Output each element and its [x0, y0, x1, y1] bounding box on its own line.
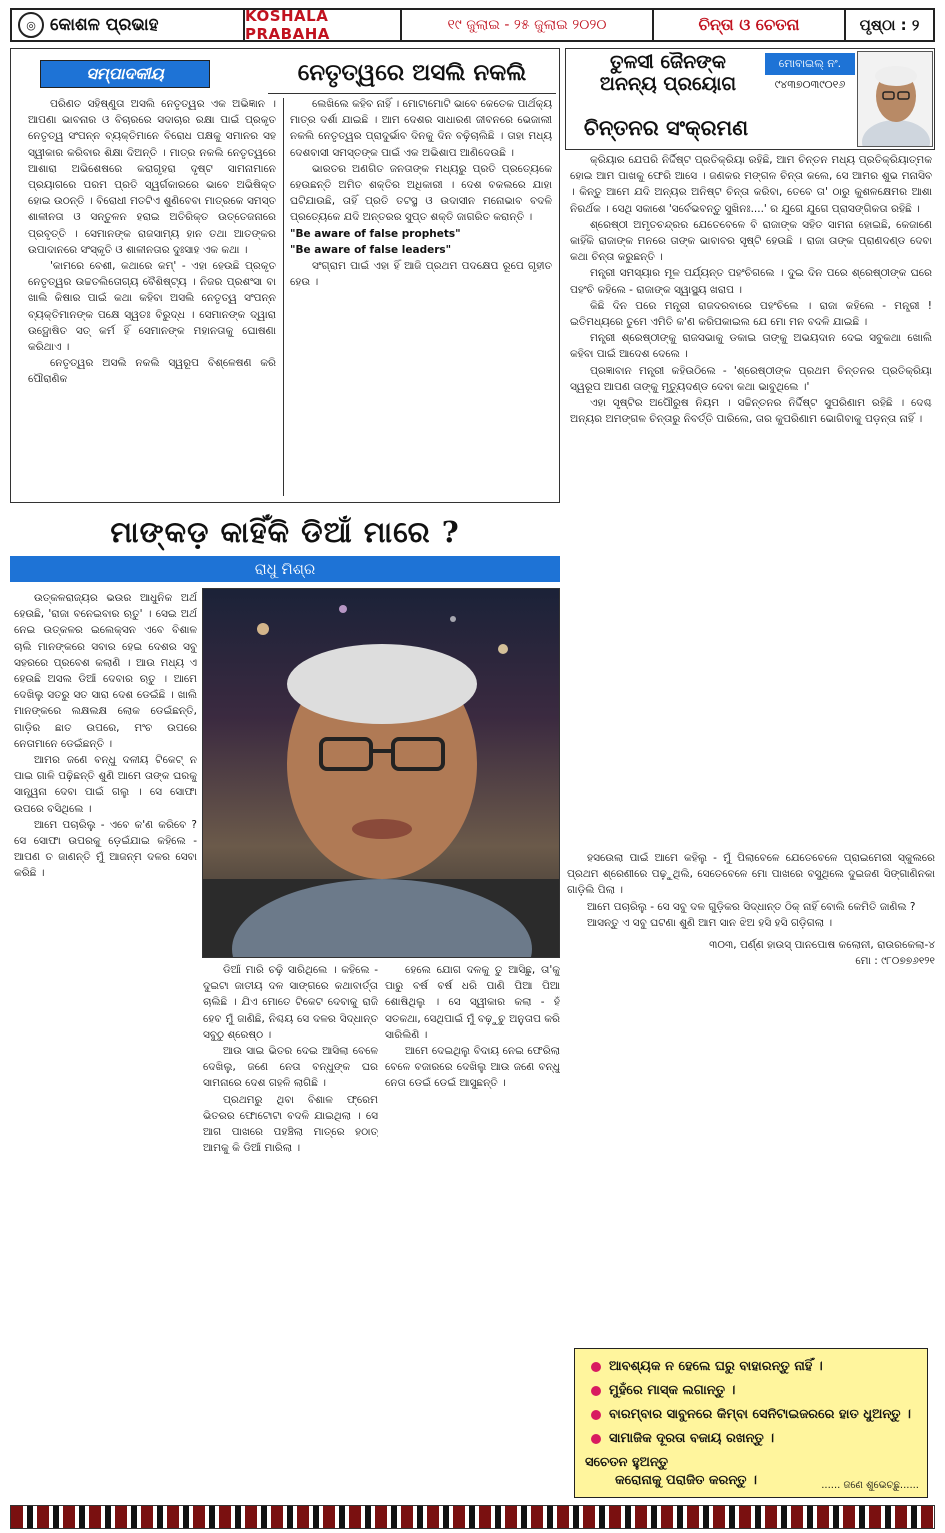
editorial-title: ନେତୃତ୍ୱରେ ଅସଲି ନକଲି: [268, 52, 556, 94]
author-portrait-image: [203, 589, 560, 958]
bullet-dot-icon: [591, 1434, 601, 1444]
notice-text: ସାମାଜିକ ଦୂରତା ବଜାୟ ରଖନ୍ତୁ ।: [609, 1431, 775, 1446]
article-byline: ରାଧୁ ମିଶ୍ର: [10, 556, 560, 582]
column-paragraph: ଶ୍ରେଷ୍ଠୀ ଅମୃତଚନ୍ଦ୍ରର ଯେତେବେଳେ ବି ରାଜାଙ୍କ ସହିତ ସାମନା ହୋଇଛି, କେଜାଣେ କାହିଁକି ରାଜାଙ୍କ ମନରେ ତାଙ୍କ ଭାବାବର ସୃଷ୍ଟି ହେଉଛି । ରାଜା ତାଙ୍କ ପ୍ରାଣଦଣ୍ଡ ଦେବା କଥା ଚିନ୍ତା କରୁଛନ୍ତି ।: [570, 218, 932, 264]
bullet-dot-icon: [591, 1362, 601, 1372]
logo-text: କୋଶଳ ପ୍ରଭାହ: [50, 15, 159, 35]
article-paragraph: ହସଉେଲା ପାଇଁ ଆମେ କହିଲୁ - ମୁଁ ପିଲାବେଳେ ଯେତେବେଳେ ପ୍ରାଇମେରୀ ସ୍କୁଲରେ ପ୍ରଥମ ଶ୍ରେଣୀରେ ପଢ଼ୁଥିଲି, ସେତେବେଳେ ମୋ ପାଖରେ ବସୁଥିଲେ ଦୁଇଜଣ ସିଙ୍ଗାଣିନକା ଗାଡ଼ିଲି ପିଲା ।: [567, 852, 935, 897]
column-paragraph: ମନ୍ତ୍ରୀ ସମସ୍ୟାର ମୂଳ ପର୍ଯ୍ୟନ୍ତ ପହଂଚିଗଲେ । ଦୁଇ ଦିନ ପରେ ଶ୍ରେଷ୍ଠୀଙ୍କ ଘରେ ପହଂଚି କହିଲେ - ରାଜାଙ୍କ ସ୍ୱାସ୍ଥ୍ୟ ଖରାପ ।: [570, 267, 932, 296]
notice-item: [591, 1383, 735, 1398]
bullet-dot-icon: [591, 1386, 601, 1396]
editorial-quote: "Be aware of false leaders": [290, 243, 452, 256]
notice-item: [591, 1407, 911, 1422]
columnist-portrait-image: [858, 52, 933, 147]
decorative-border: [10, 1505, 935, 1529]
column-paragraph: କିଛି ଦିନ ପରେ ମନ୍ତ୍ରୀ ରାଜଦରବାରେ ପହଂଚିଲେ । ରାଜା କହିଲେ - ମନ୍ତ୍ରୀ ! ଇତିମଧ୍ୟରେ ତୁମେ ଏମିତି କ'ଣ କରିପକାଇଲ ଯେ ମୋ ମନ ବଦଳି ଯାଇଛି ।: [570, 299, 932, 329]
notice-text: ମୁହଁରେ ମାସ୍କ ଲଗାନ୍ତୁ ।: [609, 1383, 736, 1398]
editorial-paragraph: ନେତୃତ୍ୱର ଅସଲି ନକଲି ସ୍ୱରୂପ ବିଶ୍ଳେଷଣ କରି ପୌରାଣିକ: [28, 357, 276, 386]
mobile-label: ମୋବାଇଲ୍ ନଂ.: [765, 53, 855, 75]
masthead-section: ଚିନ୍ତା ଓ ଚେତନା: [654, 10, 846, 40]
column-paragraph: ପ୍ରଜ୍ଞାବାନ ମନ୍ତ୍ରୀ କହିଉଠିଲେ - 'ଶ୍ରେଷ୍ଠୀଙ୍କ ପ୍ରଥମ ଚିନ୍ତନର ପ୍ରତିକ୍ରିୟା ସ୍ୱରୂପ ଆପଣ ତାଙ୍କୁ ମୃତ୍ୟୁଦଣ୍ଡ ଦେବା କଥା ଭାବୁଥିଲେ ।': [570, 364, 932, 393]
masthead-logo: [12, 10, 245, 40]
article-paragraph: ଆସନ୍ତୁ ଏ ସବୁ ଘଟଣା ଶୁଣି ଆମ ସାନ ଝିଅ ହସି ହସି ଗଡ଼ିଗଲା ।: [587, 916, 833, 929]
column-paragraph: ଏହା ସୃଷ୍ଟିର ଅପୌରୁଷ ନିୟମ । ସଚ୍ଚିନ୍ତନର ନିର୍ଦ୍ଦିଷ୍ଟ ସୁପରିଣାମ ରହିଛି । ଦେଶ୍ଚ ଅନ୍ୟର ଅମଙ୍ଗଳ ଚିନ୍ତାରୁ ନିବର୍ତ୍ତି ପାରିଲେ, ତାର କୁପରିଣାମ ଭୋଗିବାକୁ ପଡ଼ନ୍ତା ନାହିଁ ।: [570, 397, 932, 426]
editorial-paragraph: 'କାମରେ ବେଶୀ, କଥାରେ କମ୍' - ଏହା ହେଉଛି ପ୍ରକୃତ ନେତୃତ୍ୱର ଉଚ୍ଚତଲିତୋଗ୍ୟ ବୈଶିଷ୍ଟ୍ୟ । ନିଜର ପ୍ରଶଂସା ବା ଖାଲି କିଷାର ପାଇଁ କଥା କହିବା ଅସଲି ନେତୃତ୍ୱ ସଂପନ୍ନ ବ୍ୟକ୍ତିମାନଙ୍କ ପକ୍ଷେ ସ୍ୱତଃ ବିରୁଦ୍ଧ । ସେମାନଙ୍କ ଦ୍ୱାରା ଉଦ୍ଘୋଷିତ ସତ୍ କର୍ମ ହିଁ ସେମାନଙ୍କ ମହାନତାକୁ ଘୋଷଣା କରିଥାଏ ।: [28, 260, 276, 354]
notice-line-1: ସଚେତନ ହୁଅନ୍ତୁ: [585, 1455, 669, 1470]
logo-emblem-icon: ◎: [18, 12, 44, 38]
column-divider: [283, 98, 284, 496]
covid-notice-box: [574, 1348, 928, 1498]
masthead-page: ପୃଷ୍ଠା : ୨: [859, 16, 920, 34]
article-column-1: [14, 590, 197, 1500]
masthead-date: ୧୯ ଜୁଲାଇ - ୨୫ ଜୁଲାଇ ୨୦୨୦: [402, 10, 654, 40]
column-subtitle: ଚିନ୍ତନର ସଂକ୍ରମଣ: [583, 115, 749, 140]
notice-text: ବାରମ୍ବାର ସାବୁନରେ କିମ୍ବା ସେନିଟାଇଜରରେ ହାତ ଧୁଅନ୍ତୁ ।: [609, 1407, 911, 1422]
column-title-line-1: ତୁଳସୀ ଜୈନଙ୍କ: [610, 51, 726, 73]
author-photo: [202, 588, 560, 958]
column-paragraph: ମନ୍ତ୍ରୀ ଶ୍ରେଷ୍ଠୀଙ୍କୁ ରାଜସଭାକୁ ଡକାଇ ତାଙ୍କୁ ଅଭୟଦାନ ଦେଇ ସବୁକଥା ଖୋଲି କହିବା ପାଇଁ ଆଦେଶ ଦେଲେ ।: [570, 332, 932, 361]
notice-text: ଆବଶ୍ୟକ ନ ହେଲେ ଘରୁ ବାହାରନ୍ତୁ ନାହିଁ ।: [609, 1359, 823, 1374]
column-title: [568, 51, 768, 99]
article-paragraph: ପ୍ରଥମରୁ ଥିବା ବିଶାଳ ଫ୍ରେମ ଭିତରର ଫୋଟୋଟା ବଦଳି ଯାଇଥିଲା । ସେ ଆଗ ପାଖରେ ପହଞ୍ଚିଲା ମାତ୍ରେ ହଠାତ୍ ଆମକୁ କି ଡିଆଁ ମାରିଲା ।: [203, 1093, 378, 1155]
article-paragraph: ଆମେ ପଚାରିଲୁ - ଏବେ କ'ଣ କରିବେ ? ସେ ସୋଫା ଉପରକୁ ଡ଼େଇଁଯାଇ କହିଲେ - ଆପଣ ତ ଜାଣନ୍ତି ମୁଁ ଆଜନ୍ମ ଦଳର ସେବା କରିଛି ।: [14, 818, 197, 880]
article-title: ମାଙ୍କଡ଼ କାହିଁକି ଡିଆଁ ମାରେ ?: [110, 514, 460, 549]
editorial-paragraph: ସଂଗ୍ରାମ ପାଇଁ ଏହା ହିଁ ଆଜି ପ୍ରଥମ ପଦକ୍ଷେପ ରୂପେ ଗୃହୀତ ହେଉ ।: [290, 260, 552, 289]
notice-item: [591, 1431, 774, 1446]
editorial-column-2: [290, 96, 552, 496]
column-paragraph: କ୍ରିୟାର ଯେପରି ନିର୍ଦ୍ଦିଷ୍ଟ ପ୍ରତିକ୍ରିୟା ରହିଛି, ଆମ ଚିନ୍ତନ ମଧ୍ୟ ପ୍ରତିକ୍ରିୟାତ୍ମକ ହୋଇ ଆମ ପାଖକୁ ଫେରି ଆସେ । ଜଣକର ମଙ୍ଗଳ ଚିନ୍ତା କଲେ, ସେ ଆମର ଶୁଭ ମନାସିବ । କିନ୍ତୁ ଆମେ ଯଦି ଅନ୍ୟର ଅନିଷ୍ଟ ଚିନ୍ତା କରିବା, ତେବେ ତା' ଠାରୁ କୁଶଳକ୍ଷେମର ଆଶା ନିରର୍ଥକ । ସେଥି ସକାଶେ 'ସର୍ବେଭବନ୍ତୁ ସୁଖିନଃ....' ର ଯୁଗେ ଯୁଗେ ପ୍ରାସଙ୍ଗିକତା ରହିଛି ।: [570, 154, 932, 215]
editorial-quote: "Be aware of false prophets": [290, 227, 461, 240]
article-column-3: [385, 962, 560, 1500]
columnist-photo: [857, 51, 933, 147]
article-paragraph: ଉତ୍କଳରାଜ୍ୟର ଭଉର ଆଧୁନିକ ଅର୍ଥ ହେଉଛି, 'ରାଜା ବନେଇବାର ଋତୁ' । ସେଇ ଅର୍ଥ ନେଇ ଉତ୍କଳର ଇଲେକ୍ସନ ଏବେ ବିଶାଳ ଚାଲି ମାନଙ୍କରେ ସବାର ହେଇ ଦେଶର ସବୁ ସହରରେ ପ୍ରବେଶ କଲାଣି । ଆଉ ମଧ୍ୟ ଏ ହେଉଛି ଅସଲ ଡିଆଁ ଦେବାର ଋତୁ । ଆମେ ଦେଖିଲୁ ସତରୁ ସତ ସାରା ଦେଶ ଡେଇଁଛି । ଖାଲି ମାନଙ୍କରେ ଲକ୍ଷଲକ୍ଷ ଲୋକ ଡେଇଁଛନ୍ତି, ଗାଡ଼ିର ଛାତ ଉପରେ, ମଂଚ ଉପରେ ନେତାମାନେ ଡେଇଁଛନ୍ତି ।: [14, 592, 197, 750]
article-paragraph: ଆମେ ଦେଇଥିଲୁ ବିଦାୟ ନେଇ ଫେରିଲା ବେଳେ ବଜାରରେ ଦେଖିଲୁ ଆଉ ଜଣେ ବନ୍ଧୁ ନେତା ଡେଇଁ ଡେଇଁ ଆସୁଛନ୍ତି ।: [385, 1045, 560, 1090]
notice-item: [591, 1359, 823, 1374]
editorial-label: ସମ୍ପାଦକୀୟ: [40, 60, 210, 88]
article-paragraph: ହେଲେ ଯୋଗ ଦଳକୁ ତୁ ଆସିଛୁ, ତା'କୁ ପାରୁ ବର୍ଷ ବର୍ଷ ଧରି ପାଣି ପିଆ ପିଆ ଶୋଷିଥିଲୁ । ସେ ସ୍ୱୀକାର କଲା - ହଁ ସତକଥା, ସେଥିପାଇଁ ମୁଁ ବଢ଼ୁଚୁ ଅନୁତାପ କରି ସାରିଲିଣି ।: [385, 964, 560, 1041]
author-address: ୩୦୩, ପର୍ଣ୍ଣ ହାଉସ୍ ପାନପୋଷ କଲୋନୀ, ରାଉରକେଲା-୪: [709, 939, 935, 952]
notice-line-2: କରୋନାକୁ ପରାଜିତ କରନ୍ତୁ ।: [615, 1473, 757, 1488]
bullet-dot-icon: [591, 1410, 601, 1420]
article-paragraph: ଆମର ଜଣେ ବନ୍ଧୁ ଦଳୀୟ ଟିକେଟ୍ ନ ପାଇ ଗାଳି ପଢ଼ିଛନ୍ତି ଶୁଣି ଆମେ ତାଙ୍କ ଘରକୁ ସାନ୍ତ୍ୱନା ଦେବା ପାଇଁ ଗଲୁ । ସେ ସୋଫା ଉପରେ ବସିଥିଲେ ।: [14, 754, 197, 815]
editorial-paragraph: ଲେଖିଲେ କହିବ ନାହିଁ । ମୋଟାମୋଟି ଭାବେ କେତେକ ପାର୍ଥକ୍ୟ ମାତ୍ର ଦର୍ଶା ଯାଇଛି । ଆମ ଦେଶର ସାଧାରଣ ଜୀବନରେ ଭେଜାଲୀ ନକଲି ନେତୃତ୍ୱର ପ୍ରାଦୁର୍ଭାବ ଦିନକୁ ଦିନ ବଢ଼ିଚାଲିଛି । ତାହା ମଧ୍ୟ ଦେଶବାସୀ ସମସ୍ତଙ୍କ ପାଇଁ ଏକ ଅଭିଶାପ ଆଣିଦେଉଛି ।: [290, 98, 552, 159]
column-title-line-2: ଅନନ୍ୟ ପ୍ରୟୋଗ: [599, 73, 737, 95]
notice-signature: ...... ଜଣେ ଶୁଭେଚ୍ଛୁ......: [821, 1480, 919, 1491]
column-body: [570, 152, 932, 846]
editorial-column-1: [28, 96, 276, 496]
article-paragraph: ଆମେ ପଚାରିଲୁ - ସେ ସବୁ ଦଳ ଗୁଡ଼ିକର ସିଦ୍ଧାନ୍ତ ଠିକ୍ ନାହିଁ ବୋଲି କେମିତି ଜାଣିଲ ?: [587, 900, 916, 913]
article-column-2: [203, 962, 378, 1500]
article-paragraph: ଆଉ ସାଇ ଭିତର ଦେଇ ଆସିଲା ବେଳେ ଦେଖିଲୁ, ଜଣେ ନେତା ବନ୍ଧୁଙ୍କ ଘର ସାମନାରେ ଦେଶ ଗହଳି ଲାଗିଛି ।: [203, 1045, 378, 1090]
mobile-number: ୯୪୩୭୦୩୯୦୧୬: [774, 78, 846, 91]
article-paragraph: ଡିଆଁ ମାରି ଚଢ଼ି ସାରିଥିଲେ । କହିଲେ - ଦୁଇଟା ଜାତୀୟ ଦଳ ସାଙ୍ଗରେ କଥାବାର୍ତ୍ତା ଚାଲିଛି । ଯିଏ ମୋତେ ଟିକେଟ ଦେବାକୁ ରାଜି ହେବ ମୁଁ ଜାଣିଛି, ନିଶ୍ଚୟ ସେ ଦଳର ସିଦ୍ଧାନ୍ତ ସବୁଠୁ ଶ୍ରେଷ୍ଠ ।: [203, 964, 378, 1041]
editorial-paragraph: ଭାରତର ଅଣଗିତ ଜନତାଙ୍କ ମଧ୍ୟରୁ ପ୍ରତି ପ୍ରତ୍ୟେକେ ହେଉଛନ୍ତି ଅମିତ ଶକ୍ତିର ଅଧିକାରୀ । ଦେଶ ବକଲରେ ଯାହା ଘଟିଯାଉଛି, ତାହିଁ ପ୍ରତି ତଟସ୍ଥ ଓ ଉଦାସୀନ ମନୋଭାବ ବଦଳି ପ୍ରତ୍ୟେକେ ଯଦି ଅନ୍ତରର ସୁପ୍ତ ଶକ୍ତି ଜାଗରିତ କରାନ୍ତି ।: [290, 162, 552, 224]
author-mobile: ମୋ : ୯୮୦୭୭୬୧୨୧: [855, 955, 935, 968]
masthead-name: KOSHALA PRABAHA: [245, 10, 402, 40]
article-column-4: [567, 850, 935, 1342]
editorial-paragraph: ପରିଣତ ସହିଷ୍ଣୁତା ଅସଲି ନେତୃତ୍ୱର ଏକ ଅଭିଜ୍ଞାନ । ଆପଣା ଭାବନାର ଓ ବିଚାରରେ ସଦାଚାର ରକ୍ଷା ପାଇଁ ପ୍ରକୃତ ନେତୃତ୍ୱ ସଂପନ୍ନ ବ୍ୟକ୍ତିମାନେ ବିରୋଧ ପକ୍ଷକୁ ସମାନର ସହ ସ୍ୱୀକାର କରିବାର ଶିକ୍ଷା ଦିଅନ୍ତି । ମାତ୍ର ନକଲି ନେତୃତ୍ୱରେ ଆଶାରା ଅଭିଶେଷରେ କରାଗୃହରା ଦୃଷ୍ଟ ସାମନାମାନେ ପ୍ରୟାଗରେ ପରମ ପ୍ରତି ସ୍ୱର୍ଗକାରରେ ଭାବେ ଅଭିଷିକ୍ତ ହୋଇ ଉଠନ୍ତି । ବିରୋଧୀ ମତଟିଏ ଶୁଣିବେବା ମାତ୍ରକେ ସମସ୍ତ ଶାଳୀନତା ଓ ସନ୍ତୁଳନ ହରାଇ ଅତିରିକ୍ତ ଉତ୍ତେଜନାରେ ପ୍ରବୃତ୍ତି । ସେମାନଙ୍କ ରାଜସାମ୍ୟ ହାନ ତଥା ଆତଙ୍କର ଉପାଦାନରେ ସଂସ୍କୃତି ଓ ଶାଳୀନତାର ଦୁଃସାହ ଏକ କଥା ।: [28, 98, 276, 256]
masthead: [10, 8, 935, 42]
